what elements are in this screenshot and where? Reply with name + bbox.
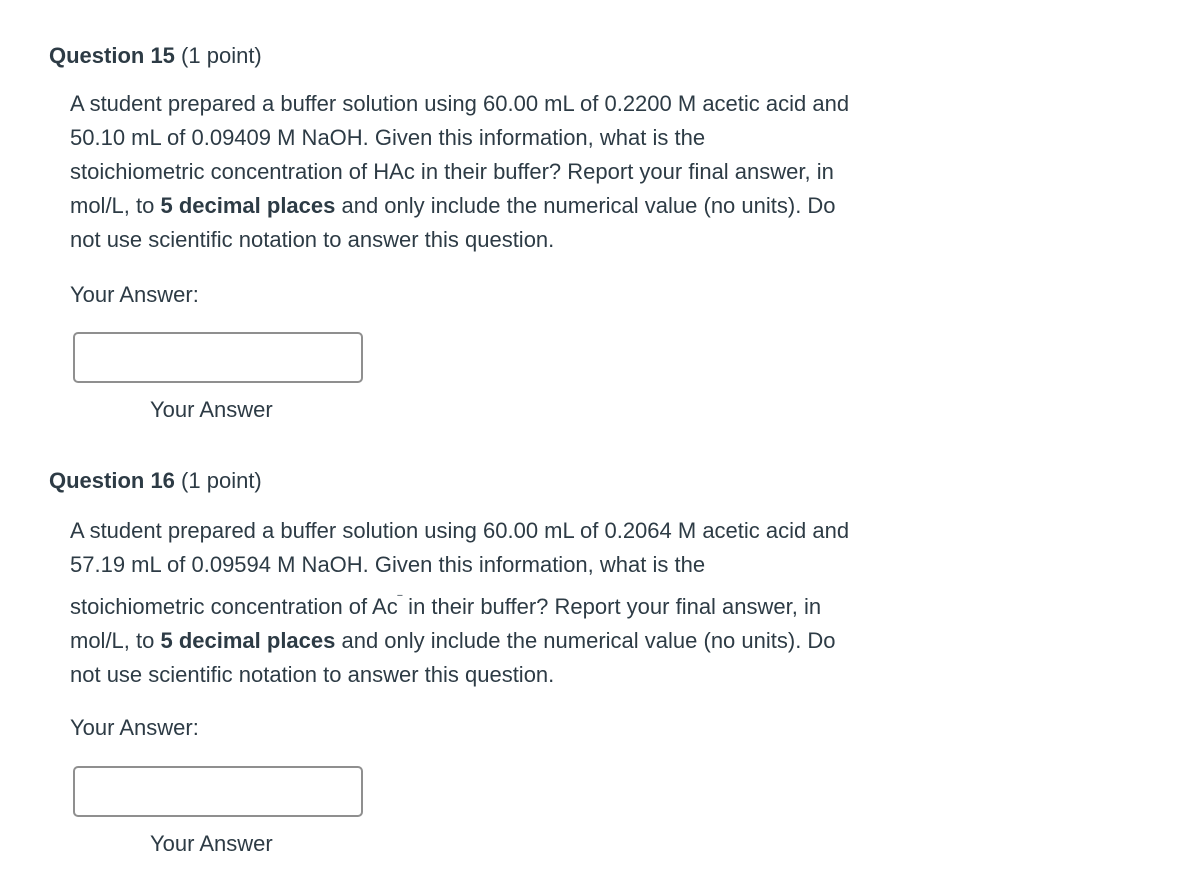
question-header — [49, 42, 262, 70]
question-text-line: A student prepared a buffer solution using 60.00 mL of 0.2200 M acetic acid and — [70, 91, 850, 116]
question-title: Question 15 — [49, 43, 175, 68]
question-points: (1 point) — [181, 468, 262, 493]
text-segment: mol/L, to — [70, 193, 161, 218]
text-segment: stoichiometric concentration of Ac — [70, 594, 398, 619]
question-text — [70, 87, 970, 257]
emphasis-text: 5 decimal places — [160, 193, 336, 218]
question-text-line: 50.10 mL of 0.09409 M NaOH. Given this information, what is the — [70, 125, 706, 150]
question-text-line — [70, 590, 970, 624]
answer-caption: Your Answer — [150, 397, 273, 422]
question-text-line — [70, 624, 970, 658]
question-text-line: not use scientific notation to answer this question. — [70, 662, 555, 687]
answer-caption: Your Answer — [150, 831, 273, 856]
text-segment: in their buffer? Report your final answer, in — [402, 594, 822, 619]
answer-input[interactable] — [73, 332, 363, 383]
answer-label: Your Answer: — [70, 282, 199, 307]
question-text-line: 57.19 mL of 0.09594 M NaOH. Given this information, what is the — [70, 552, 706, 577]
question-title: Question 16 — [49, 468, 175, 493]
question-text-line: not use scientific notation to answer this question. — [70, 227, 555, 252]
question-text-line: A student prepared a buffer solution using 60.00 mL of 0.2064 M acetic acid and — [70, 518, 850, 543]
superscript-minus: ‾ — [397, 593, 403, 608]
question-text-line — [70, 189, 970, 223]
answer-label: Your Answer: — [70, 715, 199, 740]
text-segment: and only include the numerical value (no units). Do — [335, 193, 836, 218]
text-segment: and only include the numerical value (no units). Do — [335, 628, 836, 653]
question-text-line: stoichiometric concentration of HAc in their buffer? Report your final answer, in — [70, 159, 834, 184]
question-header — [49, 467, 262, 495]
question-points: (1 point) — [181, 43, 262, 68]
question-text — [70, 514, 970, 692]
emphasis-text: 5 decimal places — [160, 628, 336, 653]
text-segment: mol/L, to — [70, 628, 161, 653]
answer-input[interactable] — [73, 766, 363, 817]
